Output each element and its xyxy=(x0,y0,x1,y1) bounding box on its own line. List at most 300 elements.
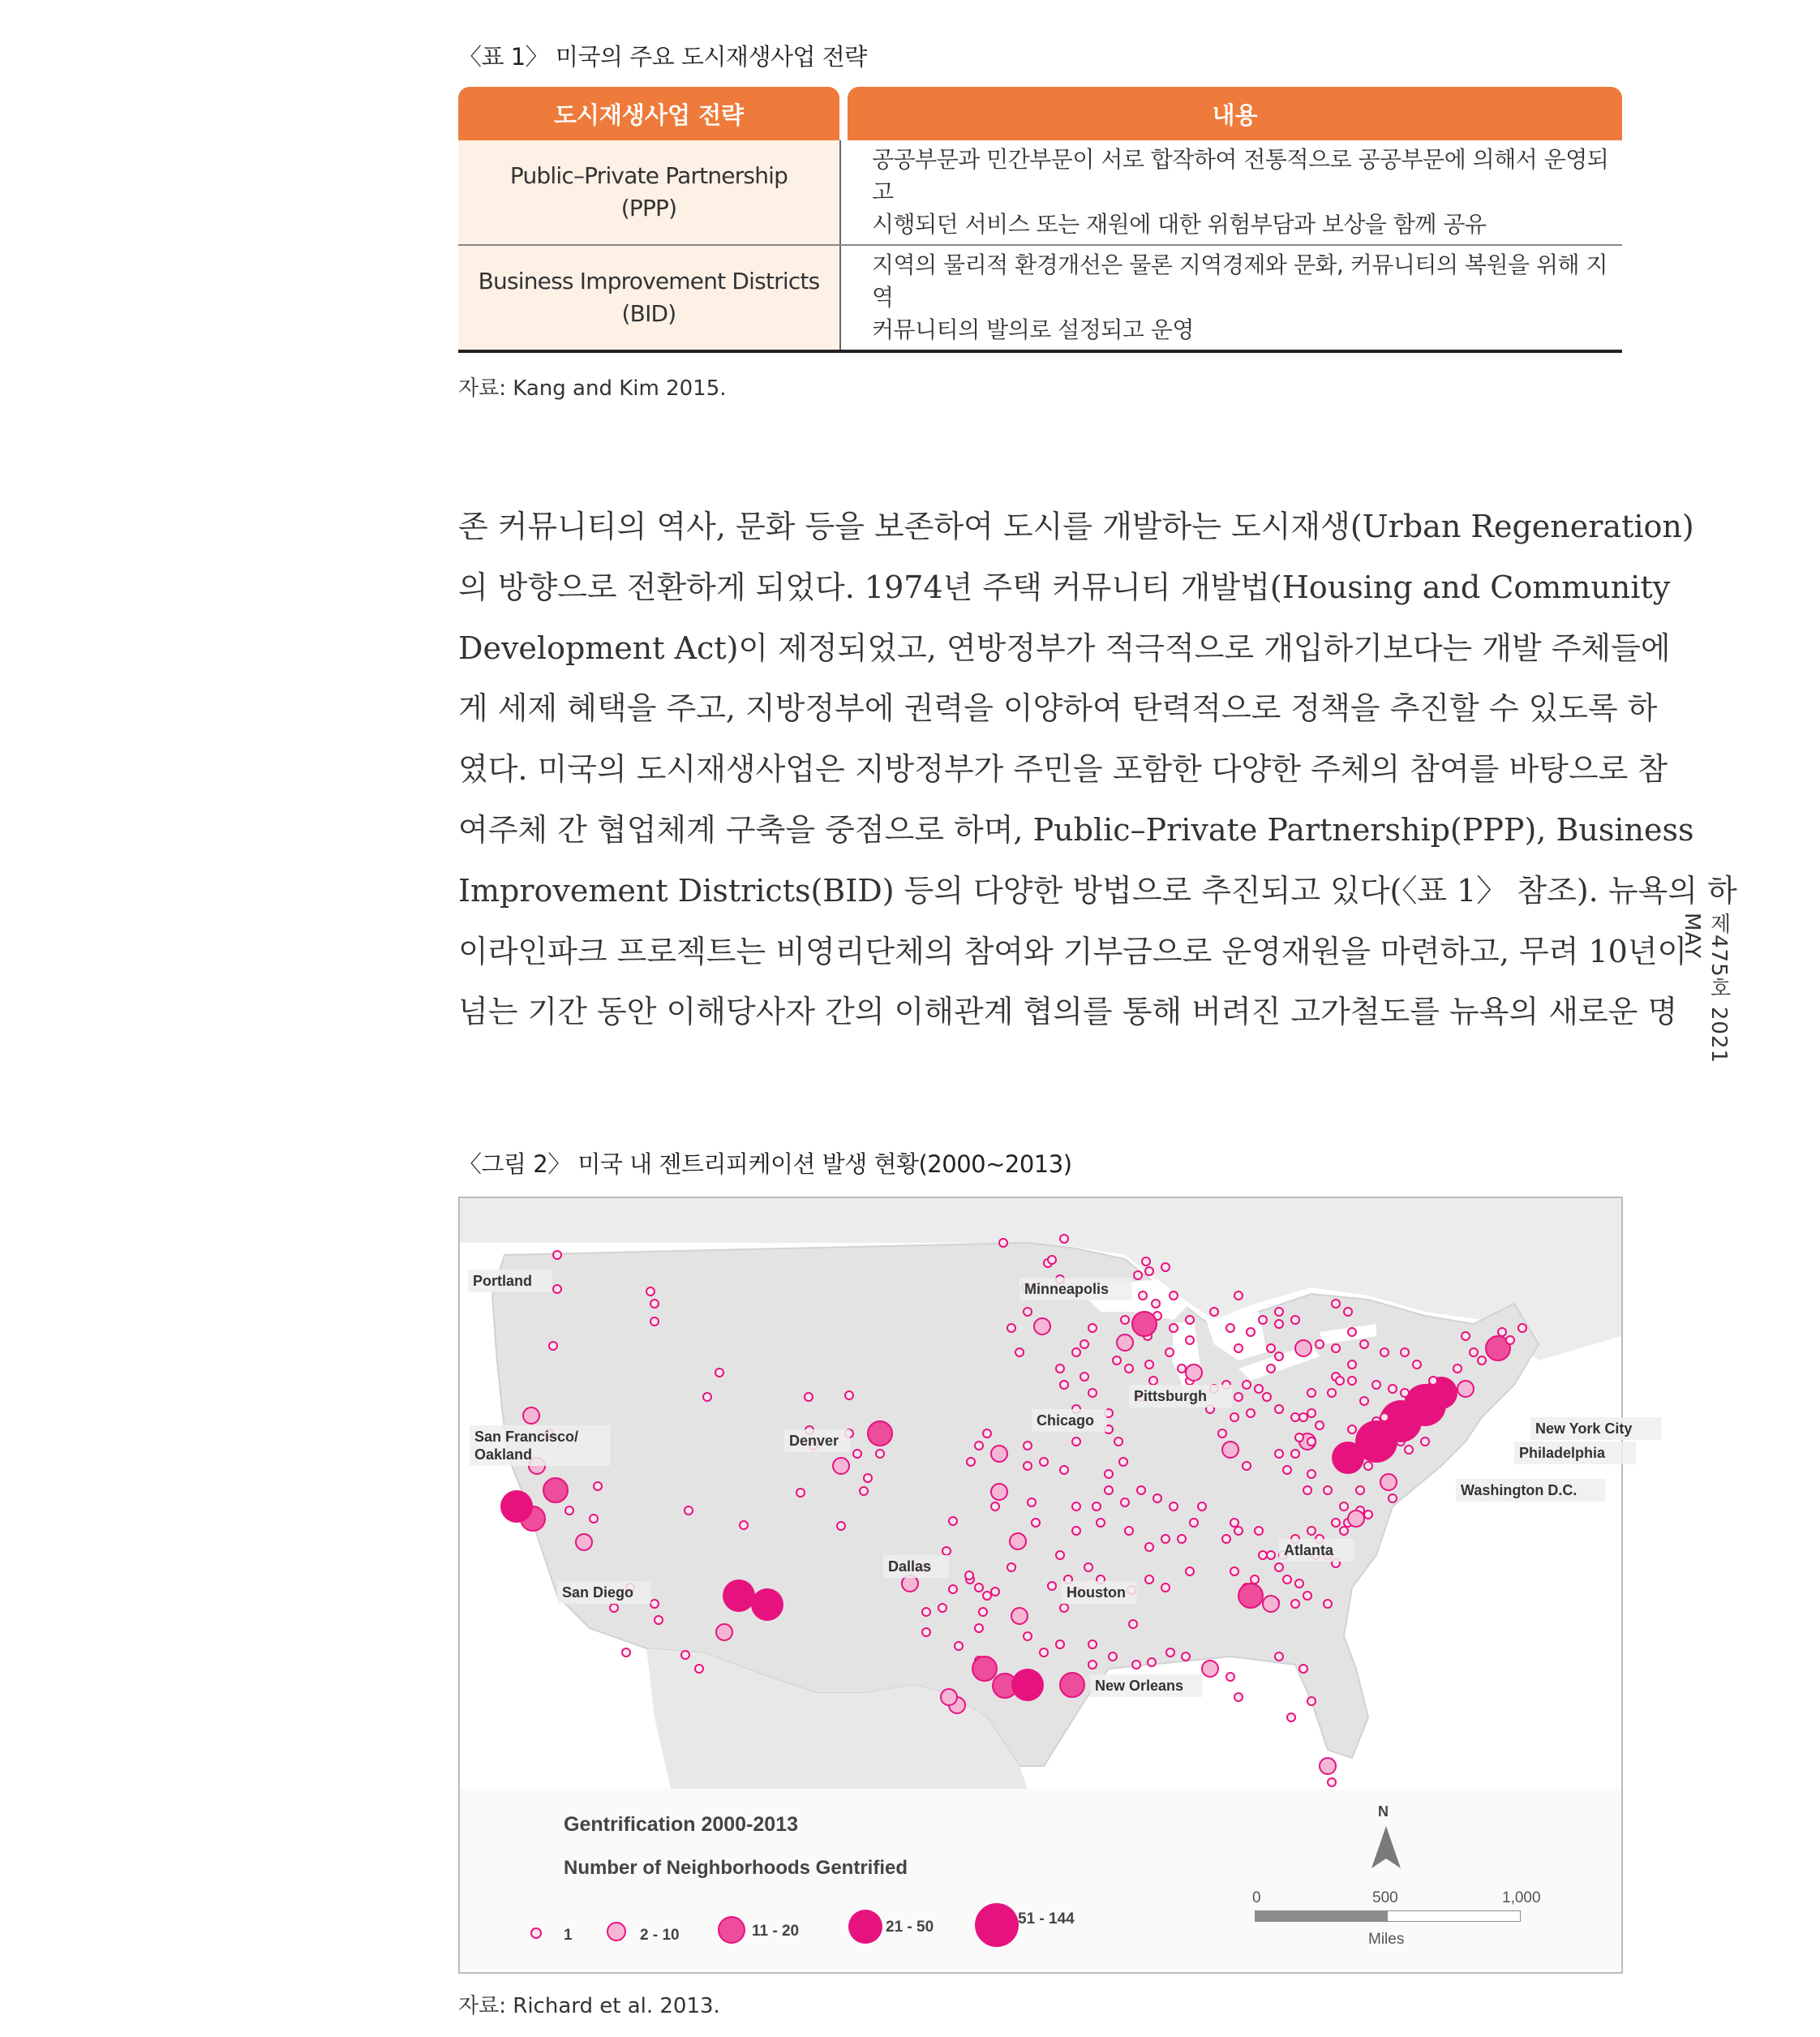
city-label: Pittsburgh xyxy=(1134,1388,1207,1404)
header-content: 내용 xyxy=(848,87,1622,140)
north-label: N xyxy=(1378,1803,1389,1820)
gentrification-marker xyxy=(1145,1267,1153,1275)
gentrification-marker xyxy=(1299,1413,1307,1421)
gentrification-marker xyxy=(650,1600,659,1608)
gentrification-marker xyxy=(1401,1389,1409,1397)
gentrification-marker xyxy=(1291,1413,1299,1421)
gentrification-marker xyxy=(1134,1271,1142,1279)
gentrification-marker xyxy=(1032,1519,1040,1527)
strategy-name: Public–Private Partnership xyxy=(509,162,788,189)
gentrification-marker xyxy=(1114,1438,1122,1446)
gentrification-marker xyxy=(1230,1567,1238,1575)
gentrification-marker xyxy=(1028,1498,1036,1506)
gentrification-marker xyxy=(1380,1348,1389,1356)
gentrification-marker xyxy=(1389,1494,1397,1502)
gentrification-marker xyxy=(1060,1381,1068,1389)
gentrification-marker xyxy=(833,1458,849,1474)
gentrification-marker xyxy=(1145,1360,1153,1369)
gentrification-marker xyxy=(1389,1385,1397,1393)
strategy-table xyxy=(458,87,1622,353)
gentrification-marker xyxy=(1145,1543,1153,1551)
gentrification-marker xyxy=(1186,1316,1194,1324)
gentrification-marker xyxy=(1011,1608,1028,1624)
gentrification-marker xyxy=(796,1489,805,1497)
gentrification-marker xyxy=(938,1604,946,1612)
gentrification-marker xyxy=(1186,1336,1194,1344)
gentrification-marker xyxy=(1364,1462,1372,1470)
gentrification-marker xyxy=(1259,1551,1267,1559)
gentrification-marker xyxy=(1324,1486,1332,1494)
gentrification-marker xyxy=(983,1592,991,1600)
figure-caption: 〈그림 2〉 미국 내 젠트리피케이션 발생 현황(2000∼2013) xyxy=(458,1150,1072,1178)
gentrification-marker xyxy=(983,1429,991,1438)
figure-source: 자료: Richard et al. 2013. xyxy=(458,1994,720,2018)
gentrification-marker xyxy=(1283,1575,1291,1584)
gentrification-marker xyxy=(1121,1498,1129,1506)
gentrification-marker xyxy=(1222,1535,1230,1543)
gentrification-marker xyxy=(1332,1300,1340,1308)
legend-title: Gentrification 2000-2013 xyxy=(564,1813,799,1836)
content-cell xyxy=(841,246,1622,350)
city-label: Philadelphia xyxy=(1519,1445,1606,1461)
gentrification-marker xyxy=(1328,1389,1336,1397)
gentrification-marker xyxy=(1275,1652,1283,1661)
gentrification-marker xyxy=(860,1487,868,1495)
gentrification-marker xyxy=(1518,1324,1526,1332)
legend-label: 1 xyxy=(564,1927,573,1944)
gentrification-marker xyxy=(610,1604,618,1612)
city-label: Oakland xyxy=(474,1446,533,1463)
gentrification-marker xyxy=(1007,1563,1015,1571)
table-row xyxy=(458,140,1622,246)
gentrification-marker xyxy=(1238,1584,1263,1608)
gentrification-marker xyxy=(1506,1336,1514,1344)
legend-symbol-2-10 xyxy=(607,1923,625,1940)
gentrification-marker xyxy=(565,1506,573,1515)
gentrification-marker xyxy=(1011,1669,1044,1701)
gentrification-marker xyxy=(1088,1324,1097,1332)
city-label: Dallas xyxy=(888,1558,932,1575)
gentrification-marker xyxy=(1234,1291,1243,1300)
gentrification-marker xyxy=(1080,1340,1088,1348)
gentrification-marker xyxy=(1275,1320,1283,1328)
gentrification-marker xyxy=(1307,1527,1316,1535)
gentrification-marker xyxy=(715,1369,723,1377)
body-line: 이라인파크 프로젝트는 비영리단체의 참여와 기부금으로 운영재원을 마련하고, 무려 10년이 xyxy=(458,933,1688,969)
gentrification-marker xyxy=(1453,1364,1462,1373)
gentrification-marker xyxy=(972,1657,997,1681)
gentrification-marker xyxy=(553,1251,561,1259)
gentrification-marker xyxy=(1344,1308,1352,1316)
strategy-name: Business Improvement Districts xyxy=(478,268,820,294)
gentrification-marker xyxy=(1198,1502,1206,1511)
gentrification-marker xyxy=(1498,1328,1506,1336)
content-line: 지역의 물리적 환경개선은 물론 지역경제와 문화, 커뮤니티의 복원을 위해 지역 xyxy=(872,251,1608,311)
gentrification-marker xyxy=(1161,1263,1170,1271)
gentrification-marker xyxy=(1267,1364,1275,1373)
gentrification-marker xyxy=(523,1407,539,1424)
body-line: 의 방향으로 전환하게 되었다. 1974년 주택 커뮤니티 개발법(Housing and Community xyxy=(458,569,1671,605)
gentrification-marker xyxy=(1072,1348,1080,1356)
gentrification-marker xyxy=(1132,1312,1157,1336)
gentrification-marker xyxy=(1275,1450,1283,1458)
legend-symbol-51-144 xyxy=(975,1903,1019,1947)
gentrification-marker xyxy=(1275,1405,1283,1413)
strategy-abbr: (PPP) xyxy=(620,195,677,221)
gentrification-marker xyxy=(1457,1381,1474,1397)
city-label: New York City xyxy=(1535,1420,1633,1437)
gentrification-marker xyxy=(1243,1462,1251,1470)
gentrification-marker xyxy=(1295,1433,1303,1442)
body-line: 존 커뮤니티의 역사, 문화 등을 보존하여 도시를 개발하는 도시재생(Urban Regeneration) xyxy=(458,509,1694,544)
gentrification-marker xyxy=(1072,1502,1080,1511)
legend-symbol-21-50 xyxy=(848,1910,882,1944)
gentrification-marker xyxy=(553,1285,561,1293)
gentrification-marker xyxy=(1170,1291,1178,1300)
gentrification-marker xyxy=(1230,1519,1238,1527)
scale-bar-light xyxy=(1387,1910,1521,1922)
gentrification-marker xyxy=(1060,1466,1068,1474)
gentrification-marker xyxy=(922,1628,930,1636)
city-label: San Francisco/ xyxy=(474,1429,579,1445)
city-label: Chicago xyxy=(1037,1412,1095,1429)
body-line: 여주체 간 협업체계 구축을 중점으로 하며, Public–Private Partnership(PPP), Business xyxy=(458,811,1694,848)
gentrification-marker xyxy=(1303,1486,1311,1494)
gentrification-marker xyxy=(1129,1620,1137,1628)
gentrification-marker xyxy=(650,1300,659,1308)
gentrification-marker xyxy=(1166,1648,1174,1657)
body-line: 였다. 미국의 도시재생사업은 지방정부가 주민을 포함한 다양한 주체의 참여를 바탕으로 참 xyxy=(458,751,1668,788)
gentrification-marker xyxy=(1356,1486,1364,1494)
gentrification-marker xyxy=(1072,1438,1080,1446)
gentrification-marker xyxy=(716,1624,732,1640)
gentrification-marker xyxy=(1364,1511,1372,1519)
legend-symbol-11-20 xyxy=(719,1917,745,1943)
gentrification-marker xyxy=(1247,1328,1255,1336)
gentrification-marker xyxy=(1234,1393,1243,1401)
gentrification-marker xyxy=(1084,1563,1092,1571)
gentrification-marker xyxy=(685,1506,693,1515)
gentrification-marker xyxy=(1056,1551,1064,1559)
gentrification-marker xyxy=(1056,1364,1064,1373)
gentrification-marker xyxy=(1007,1324,1015,1332)
gentrification-marker xyxy=(1048,1256,1056,1264)
gentrification-marker xyxy=(1307,1470,1316,1478)
gentrification-marker xyxy=(1234,1527,1243,1535)
gentrification-marker xyxy=(1015,1348,1024,1356)
gentrification-marker xyxy=(1291,1450,1299,1458)
gentrification-marker xyxy=(655,1616,663,1624)
gentrification-marker xyxy=(1226,1324,1234,1332)
gentrification-marker xyxy=(590,1515,598,1523)
gentrification-marker xyxy=(1421,1438,1429,1446)
gentrification-marker xyxy=(922,1608,930,1616)
legend-label: 2 - 10 xyxy=(640,1927,680,1944)
gentrification-marker xyxy=(1413,1360,1421,1369)
gentrification-marker xyxy=(1210,1308,1218,1316)
content-line: 시행되던 서비스 또는 재원에 대한 위험부담과 보상을 함께 공유 xyxy=(872,211,1487,238)
gentrification-marker xyxy=(1263,1596,1279,1612)
gentrification-marker xyxy=(1380,1474,1397,1490)
strategy-abbr: (BID) xyxy=(621,300,676,327)
gentrification-marker xyxy=(1234,1693,1243,1701)
gentrification-marker xyxy=(1348,1328,1356,1336)
gentrification-marker xyxy=(1307,1697,1316,1705)
gentrification-marker xyxy=(723,1579,755,1612)
gentrification-marker xyxy=(1291,1600,1299,1608)
gentrification-marker xyxy=(941,1689,957,1705)
gentrification-marker xyxy=(1247,1409,1255,1417)
gentrification-marker xyxy=(991,1502,999,1511)
gentrification-marker xyxy=(1137,1486,1145,1494)
gentrification-marker xyxy=(1478,1356,1486,1364)
gentrification-marker xyxy=(1380,1413,1389,1421)
gentrification-marker xyxy=(1267,1344,1275,1352)
gentrification-marker xyxy=(1119,1458,1127,1466)
city-label: Minneapolis xyxy=(1024,1281,1110,1297)
scale-label: 500 xyxy=(1372,1889,1398,1906)
gentrification-marker xyxy=(1121,1316,1129,1324)
gentrification-marker xyxy=(650,1317,659,1326)
gentrification-marker xyxy=(991,1588,999,1596)
gentrification-marker xyxy=(1340,1502,1348,1511)
gentrification-marker xyxy=(1182,1652,1190,1661)
gentrification-marker xyxy=(1202,1661,1218,1677)
gentrification-marker xyxy=(1275,1352,1283,1360)
city-label: New Orleans xyxy=(1095,1678,1184,1694)
gentrification-marker xyxy=(965,1571,973,1579)
gentrification-marker xyxy=(1186,1567,1194,1575)
gentrification-marker xyxy=(594,1482,602,1490)
gentrification-marker xyxy=(1125,1364,1133,1373)
gentrification-marker xyxy=(1336,1377,1344,1385)
gentrification-marker xyxy=(1267,1551,1275,1559)
gentrification-marker xyxy=(1170,1324,1178,1332)
gentrification-marker xyxy=(1340,1527,1348,1535)
gentrification-marker xyxy=(1234,1344,1243,1352)
gentrification-marker xyxy=(1125,1527,1133,1535)
legend-symbols xyxy=(517,1901,1084,1966)
gentrification-marker xyxy=(1332,1344,1340,1352)
gentrification-marker xyxy=(999,1239,1007,1247)
gentrification-marker xyxy=(967,1458,975,1466)
gentrification-marker xyxy=(979,1608,987,1616)
gentrification-marker xyxy=(1139,1291,1147,1300)
gentrification-marker xyxy=(1295,1579,1303,1588)
gentrification-marker xyxy=(1060,1604,1068,1612)
gentrification-marker xyxy=(740,1521,748,1529)
legend-label: 11 - 20 xyxy=(752,1923,800,1940)
gentrification-marker xyxy=(1307,1389,1316,1397)
gentrification-marker xyxy=(805,1393,813,1401)
body-line: 게 세제 혜택을 주고, 지방정부에 권력을 이양하여 탄력적으로 정책을 추진할 수 있도록 하 xyxy=(458,690,1658,727)
gentrification-marker xyxy=(975,1442,983,1450)
scale-label: 0 xyxy=(1252,1889,1261,1906)
gentrification-marker xyxy=(1291,1316,1299,1324)
gentrification-marker xyxy=(1178,1364,1186,1373)
gentrification-marker xyxy=(1287,1713,1295,1721)
gentrification-marker xyxy=(1348,1511,1364,1527)
gentrification-marker xyxy=(1283,1466,1291,1474)
strategy-cell xyxy=(458,140,841,244)
gentrification-marker xyxy=(1470,1348,1478,1356)
legend-symbol-1 xyxy=(531,1928,541,1938)
content-line: 공공부문과 민간부문이 서로 합작하여 전통적으로 공공부문에 의해서 운영되고 xyxy=(872,146,1609,205)
gentrification-marker xyxy=(1429,1377,1437,1385)
gentrification-marker xyxy=(1040,1648,1048,1657)
gentrification-marker xyxy=(1060,1235,1068,1243)
gentrification-marker xyxy=(543,1478,568,1502)
gentrification-marker xyxy=(1348,1425,1356,1433)
gentrification-marker xyxy=(1024,1308,1032,1316)
body-line: Improvement Districts(BID) 등의 다양한 방법으로 추진되고 있다(〈표 1〉 참조). 뉴욕의 하 xyxy=(458,872,1737,909)
legend xyxy=(460,1789,1621,1972)
body-line: Development Act)이 제정되었고, 연방정부가 적극적으로 개입하기보다는 개발 주체들에 xyxy=(458,630,1671,666)
city-label: Portland xyxy=(473,1273,533,1289)
gentrification-marker xyxy=(1360,1340,1368,1348)
gentrification-marker xyxy=(1307,1409,1316,1417)
gentrification-marker xyxy=(1255,1527,1263,1535)
gentrification-marker xyxy=(1105,1486,1113,1494)
gentrification-marker xyxy=(1153,1494,1161,1502)
gentrification-marker xyxy=(1092,1502,1101,1511)
header-strategy: 도시재생사업 전략 xyxy=(458,87,839,140)
legend-label: 51 - 144 xyxy=(1018,1910,1075,1927)
gentrification-marker xyxy=(1145,1575,1153,1584)
gentrification-marker xyxy=(1186,1364,1202,1381)
gentrification-marker xyxy=(1299,1665,1307,1673)
gentrification-marker xyxy=(1072,1527,1080,1535)
gentrification-marker xyxy=(1048,1582,1056,1590)
gentrification-marker xyxy=(1142,1257,1150,1266)
gentrification-marker xyxy=(1105,1470,1113,1478)
gentrification-marker xyxy=(1324,1600,1332,1608)
gentrification-map xyxy=(458,1197,1633,1974)
gentrification-marker xyxy=(1161,1584,1170,1592)
gentrification-marker xyxy=(1405,1446,1413,1454)
gentrification-marker xyxy=(1056,1640,1064,1648)
gentrification-marker xyxy=(1149,1377,1157,1385)
gentrification-marker xyxy=(864,1474,872,1482)
gentrification-marker xyxy=(1226,1673,1234,1681)
legend-subtitle: Number of Neighborhoods Gentrified xyxy=(564,1857,908,1879)
gentrification-marker xyxy=(1080,1373,1088,1381)
gentrification-marker xyxy=(1088,1661,1097,1669)
gentrification-marker xyxy=(695,1665,703,1673)
city-label: Denver xyxy=(789,1433,839,1449)
gentrification-marker xyxy=(1275,1563,1283,1571)
gentrification-marker xyxy=(1010,1533,1026,1549)
table-caption: 〈표 1〉 미국의 주요 도시재생사업 전략 xyxy=(458,43,867,71)
scale-label: 1,000 xyxy=(1502,1889,1541,1906)
gentrification-marker xyxy=(1113,1356,1121,1364)
legend-label: 21 - 50 xyxy=(886,1919,934,1936)
gentrification-marker xyxy=(549,1342,557,1350)
gentrification-marker xyxy=(1148,1658,1156,1666)
gentrification-marker xyxy=(576,1534,592,1550)
issue-label: 제475호 2021 MAY xyxy=(1680,913,1731,1064)
gentrification-marker xyxy=(876,1450,884,1458)
gentrification-marker xyxy=(1161,1535,1170,1543)
gentrification-marker xyxy=(1088,1389,1097,1397)
city-label: San Diego xyxy=(562,1584,634,1601)
gentrification-marker xyxy=(751,1588,783,1621)
gentrification-marker xyxy=(1307,1438,1316,1446)
gentrification-marker xyxy=(975,1584,983,1592)
gentrification-marker xyxy=(1275,1308,1283,1316)
gentrification-marker xyxy=(646,1287,655,1296)
gentrification-marker xyxy=(837,1522,845,1530)
gentrification-marker xyxy=(1243,1381,1251,1389)
gentrification-marker xyxy=(1348,1377,1356,1385)
gentrification-marker xyxy=(1316,1340,1324,1348)
gentrification-marker xyxy=(1255,1385,1263,1393)
gentrification-marker xyxy=(1132,1661,1140,1669)
gentrification-marker xyxy=(949,1517,957,1525)
gentrification-marker xyxy=(949,1585,957,1593)
gentrification-marker xyxy=(991,1484,1007,1500)
gentrification-marker xyxy=(845,1391,853,1399)
gentrification-marker xyxy=(1178,1535,1186,1543)
table-row xyxy=(458,246,1622,353)
gentrification-marker xyxy=(1295,1340,1311,1356)
map-canvas xyxy=(460,1198,1633,1789)
gentrification-marker xyxy=(1109,1652,1117,1661)
gentrification-marker xyxy=(1328,1778,1336,1786)
scale-bar-dark xyxy=(1255,1910,1387,1922)
gentrification-marker xyxy=(1040,1458,1048,1466)
gentrification-marker xyxy=(1117,1334,1133,1351)
city-label: Atlanta xyxy=(1284,1542,1334,1558)
gentrification-marker xyxy=(1165,1348,1174,1356)
body-line: 넘는 기간 동안 이해당사자 간의 이해관계 협의를 통해 버려진 고가철도를 뉴욕의 새로운 명 xyxy=(458,994,1678,1030)
gentrification-marker xyxy=(1222,1442,1238,1458)
gentrification-marker xyxy=(955,1642,963,1650)
gentrification-marker xyxy=(942,1547,951,1555)
gentrification-marker xyxy=(1360,1397,1368,1405)
gentrification-marker xyxy=(991,1446,1007,1462)
gentrification-marker xyxy=(1316,1421,1324,1429)
content-cell xyxy=(841,140,1622,244)
gentrification-marker xyxy=(1097,1519,1105,1527)
scale-unit: Miles xyxy=(1368,1931,1405,1948)
gentrification-marker xyxy=(1060,1673,1084,1697)
city-label: Washington D.C. xyxy=(1461,1482,1577,1498)
gentrification-marker xyxy=(1230,1413,1238,1421)
gentrification-marker xyxy=(975,1624,983,1632)
gentrification-marker xyxy=(1152,1300,1160,1308)
table-header xyxy=(458,87,1622,140)
gentrification-marker xyxy=(1372,1381,1380,1389)
gentrification-marker xyxy=(1263,1393,1271,1401)
north-arrow-icon xyxy=(1370,1824,1402,1870)
gentrification-marker xyxy=(1251,1575,1259,1584)
gentrification-marker xyxy=(622,1648,630,1657)
gentrification-marker xyxy=(1303,1592,1311,1600)
gentrification-marker xyxy=(1401,1348,1409,1356)
gentrification-marker xyxy=(1170,1502,1178,1511)
gentrification-marker xyxy=(1218,1429,1226,1438)
gentrification-marker xyxy=(1024,1632,1032,1640)
gentrification-marker xyxy=(703,1393,711,1401)
strategy-cell xyxy=(458,246,841,350)
gentrification-marker xyxy=(1259,1316,1267,1324)
gentrification-marker xyxy=(853,1450,861,1458)
gentrification-marker xyxy=(1320,1758,1336,1774)
gentrification-marker xyxy=(1190,1519,1198,1527)
gentrification-marker xyxy=(681,1651,689,1659)
table-source: 자료: Kang and Kim 2015. xyxy=(458,376,727,401)
